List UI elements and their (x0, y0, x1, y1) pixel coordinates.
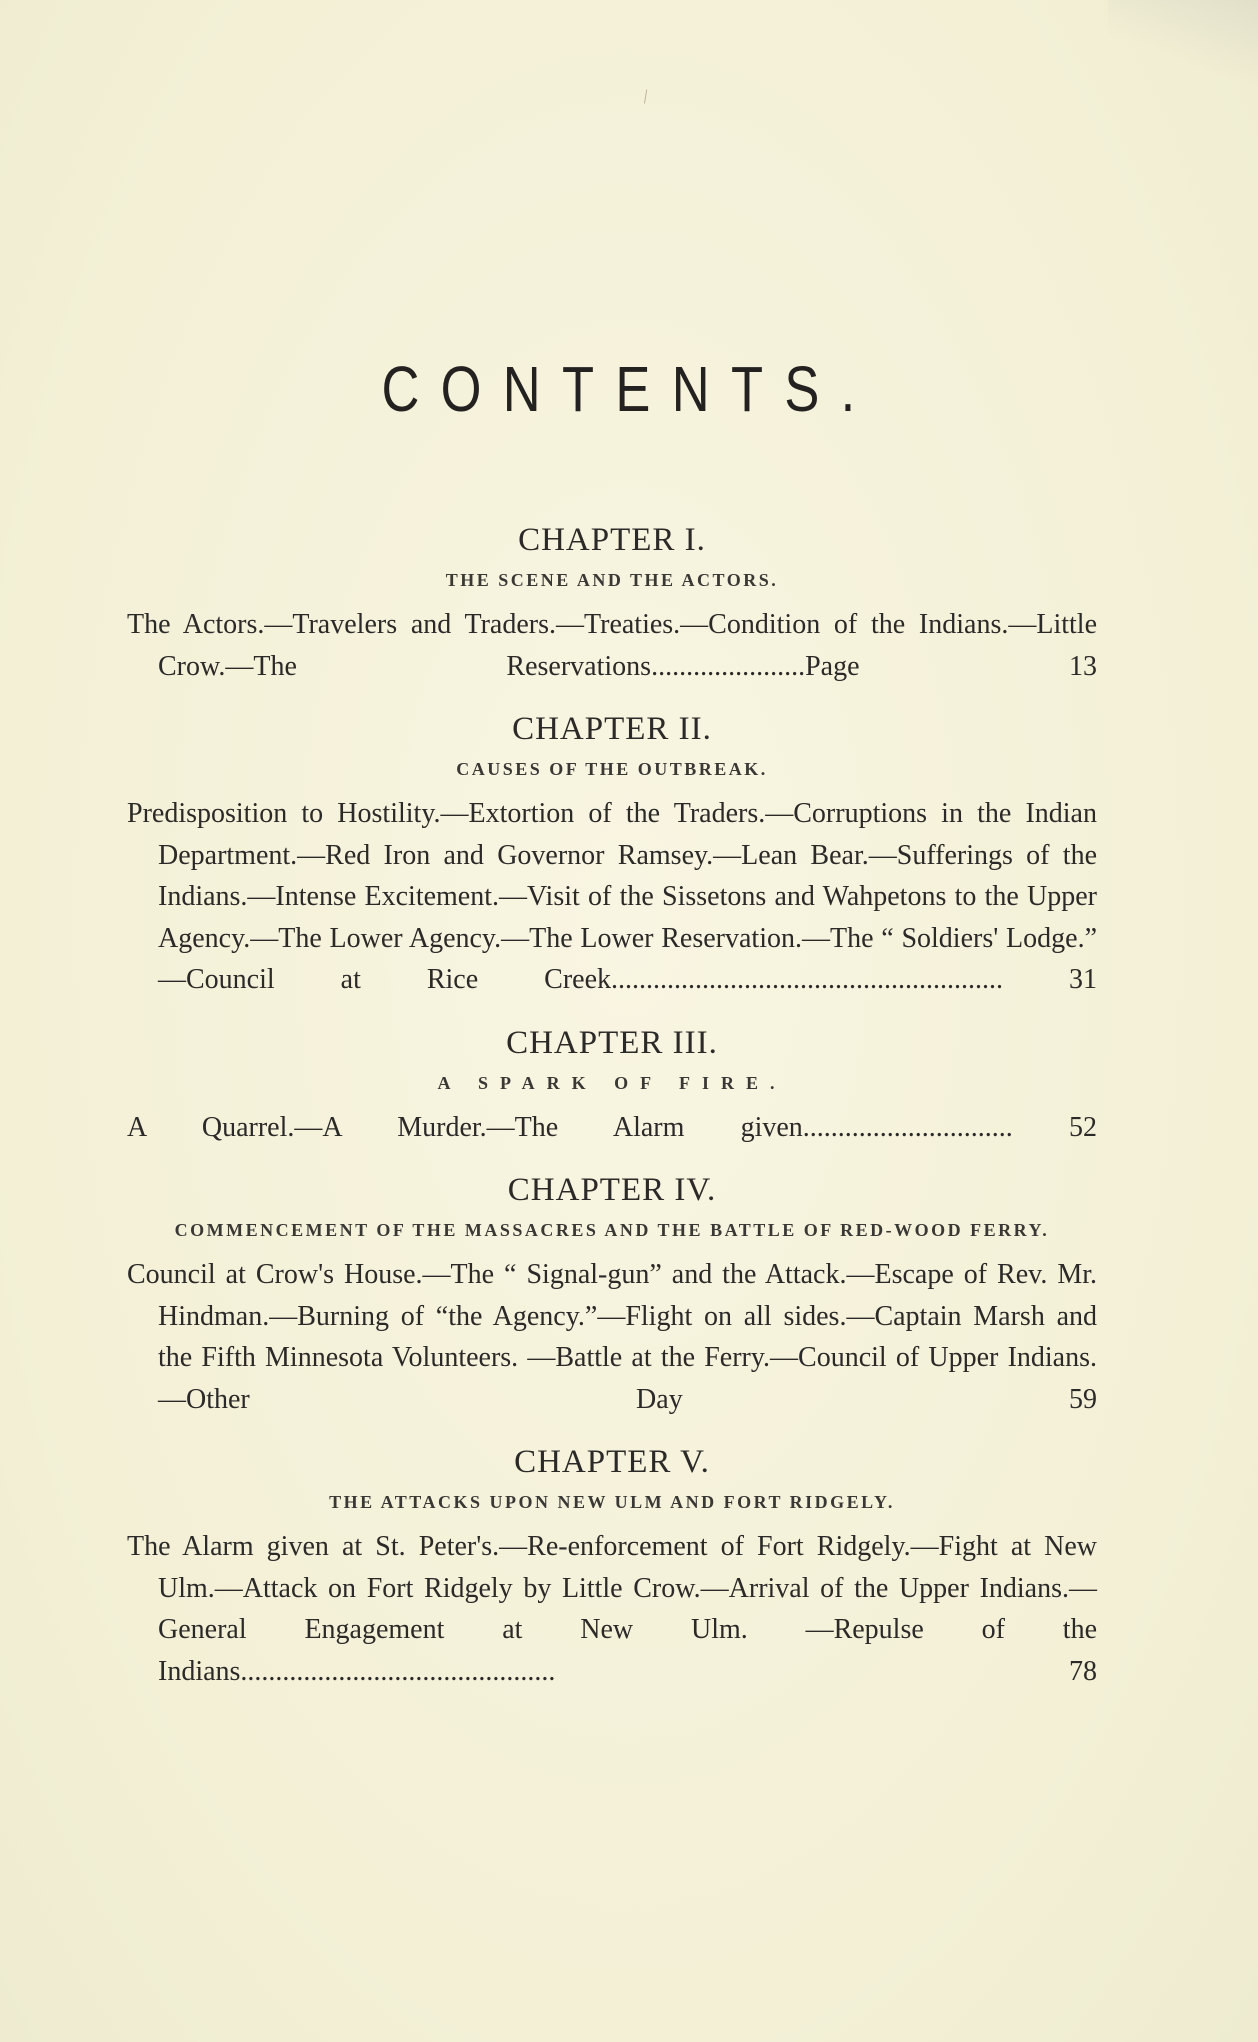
page-title: CONTENTS. (381, 353, 877, 425)
chapter-title: A SPARK OF FIRE. (437, 1072, 787, 1093)
table-of-contents (127, 520, 1097, 1714)
chapter-entry-3 (127, 1023, 1097, 1149)
chapter-summary: Council at Crow's House.—The “ Signal-gun” and the Attack.—Escape of Rev. Mr. Hindman.—Burning of “the Agency.”—Flight on all sides.—Captain Marsh and the Fifth Minnesota Volunteers. —Battle at the Ferry.—Council of Upper Indians.—Other Day 59 (127, 1259, 1097, 1415)
chapter-entry-1 (127, 520, 1097, 687)
stray-pencil-mark: / (641, 85, 651, 109)
chapter-summary: A Quarrel.—A Murder.—The Alarm given.............................. 52 (127, 1111, 1097, 1143)
page-corner-shadow (1108, 0, 1258, 110)
chapter-title: THE SCENE AND THE ACTORS. (445, 570, 779, 590)
chapter-entry-4 (127, 1170, 1097, 1420)
chapter-number: CHAPTER V. (514, 1444, 710, 1480)
chapter-number: CHAPTER II. (512, 711, 712, 747)
chapter-entry-5 (127, 1442, 1097, 1692)
chapter-summary: Predisposition to Hostility.—Extortion of the Traders.—Corruptions in the Indian Department.—Red Iron and Governor Ramsey.—Lean Bear.—Sufferings of the Indians.—Intense Excitement.—Visit of the Sissetons and Wahpetons to the Upper Agency.—The Lower Agency.—The Lower Reservation.—The “ Soldiers' Lodge.” —Council at Rice Creek........................................................ 31 (127, 798, 1097, 995)
chapter-title: COMMENCEMENT OF THE MASSACRES AND THE BATTLE OF RED-WOOD FERRY. (174, 1220, 1050, 1240)
chapter-title: CAUSES OF THE OUTBREAK. (456, 759, 768, 779)
chapter-summary: The Actors.—Travelers and Traders.—Treaties.—Condition of the Indians.—Little Crow.—The Reservations......................Page 13 (127, 609, 1097, 682)
chapter-summary: The Alarm given at St. Peter's.—Re-enforcement of Fort Ridgely.—Fight at New Ulm.—Attack on Fort Ridgely by Little Crow.—Arrival of the Upper Indians.—General Engagement at New Ulm. —Repulse of the Indians............................................. 78 (127, 1531, 1097, 1687)
chapter-number: CHAPTER IV. (507, 1172, 717, 1208)
chapter-number: CHAPTER I. (518, 522, 706, 558)
chapter-entry-2 (127, 709, 1097, 1001)
chapter-title: THE ATTACKS UPON NEW ULM AND FORT RIDGELY. (329, 1492, 895, 1512)
chapter-number: CHAPTER III. (506, 1024, 718, 1061)
